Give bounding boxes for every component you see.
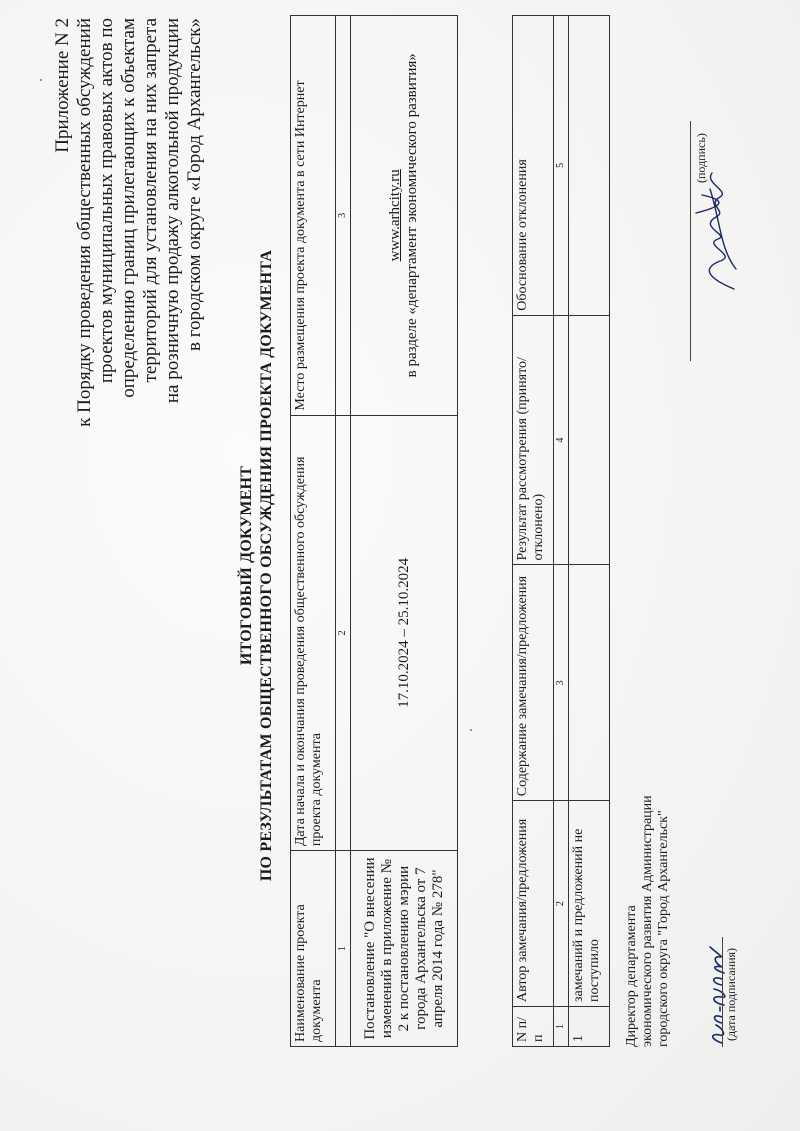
column-header: Дата начала и окончания проведения общественного обсуждения проекта документа <box>291 415 336 851</box>
column-header: Обоснование отклонения <box>513 16 554 316</box>
column-header: Результат рассмотрения (принято/отклонено) <box>513 315 554 565</box>
column-index: 3 <box>336 16 351 416</box>
column-header: Содержание замечания/предложения <box>513 565 554 801</box>
comments-table <box>512 15 610 1047</box>
column-header: Наименование проекта документа <box>291 851 336 1047</box>
director-block <box>624 795 672 1047</box>
appendix-line: проектов муниципальных правовых актов по <box>96 18 117 384</box>
column-index: 2 <box>336 415 351 851</box>
column-header: Автор замечания/предложения <box>513 801 554 1007</box>
column-index: 2 <box>554 801 569 1007</box>
director-title-line: городского округа "Город Архангельск" <box>656 810 671 1047</box>
signature-underline <box>690 121 691 361</box>
table-row <box>351 16 458 1047</box>
date-label: (дата подписания) <box>724 947 738 1041</box>
table-header-row <box>291 16 336 1047</box>
content-cell <box>569 565 610 801</box>
director-title-line: экономического развития Администрации <box>640 795 655 1047</box>
place-cell <box>351 16 458 416</box>
document-subtitle: ПО РЕЗУЛЬТАТАМ ОБЩЕСТВЕННОГО ОБСУЖДЕНИЯ ПРОЕКТА ДОКУМЕНТА <box>258 249 275 882</box>
place-description: в разделе «департамент экономического развития» <box>404 53 420 378</box>
scan-speck <box>40 79 42 81</box>
column-header: N п/п <box>513 1007 554 1047</box>
table-header-row <box>513 16 554 1047</box>
appendix-heading <box>52 18 206 478</box>
results-table <box>290 15 458 1047</box>
row-number-cell: 1 <box>569 1007 610 1047</box>
reason-cell <box>569 16 610 316</box>
dates-cell: 17.10.2024 – 25.10.2024 <box>351 415 458 851</box>
document-title: ИТОГОВЫЙ ДОКУМЕНТ <box>238 465 255 666</box>
author-cell: замечаний и предложений не поступило <box>569 801 610 1007</box>
appendix-line: на розничную продажу алкогольной продукции <box>162 18 183 404</box>
signature-label: (подпись) <box>694 133 708 183</box>
appendix-line: определению границ прилегающих к объектам <box>118 18 139 398</box>
column-index: 1 <box>336 851 351 1047</box>
date-underline <box>722 937 723 1047</box>
appendix-line: в городском округе «Город Архангельск» <box>184 18 205 352</box>
director-title-line: Директор департамента <box>624 905 639 1047</box>
document-name-cell: Постановление "О внесении изменений в приложение № 2 к постановлению мэрии города Архангельска от 7 апреля 2014 года № 278" <box>351 851 458 1047</box>
appendix-line: территорий для установления на них запрета <box>140 18 161 383</box>
table-index-row <box>554 16 569 1047</box>
column-header: Место размещения проекта документа в сети Интернет <box>291 16 336 416</box>
scan-speck <box>470 729 472 731</box>
website-link[interactable]: www.arhcity.ru <box>387 169 403 262</box>
column-index: 4 <box>554 315 569 565</box>
column-index: 3 <box>554 565 569 801</box>
appendix-line: к Порядку проведения общественных обсуждений <box>74 18 95 427</box>
result-cell <box>569 315 610 565</box>
column-index: 5 <box>554 16 569 316</box>
table-index-row <box>336 16 351 1047</box>
table-row <box>569 16 610 1047</box>
column-index: 1 <box>554 1007 569 1047</box>
appendix-number: Приложение N 2 <box>52 18 73 153</box>
